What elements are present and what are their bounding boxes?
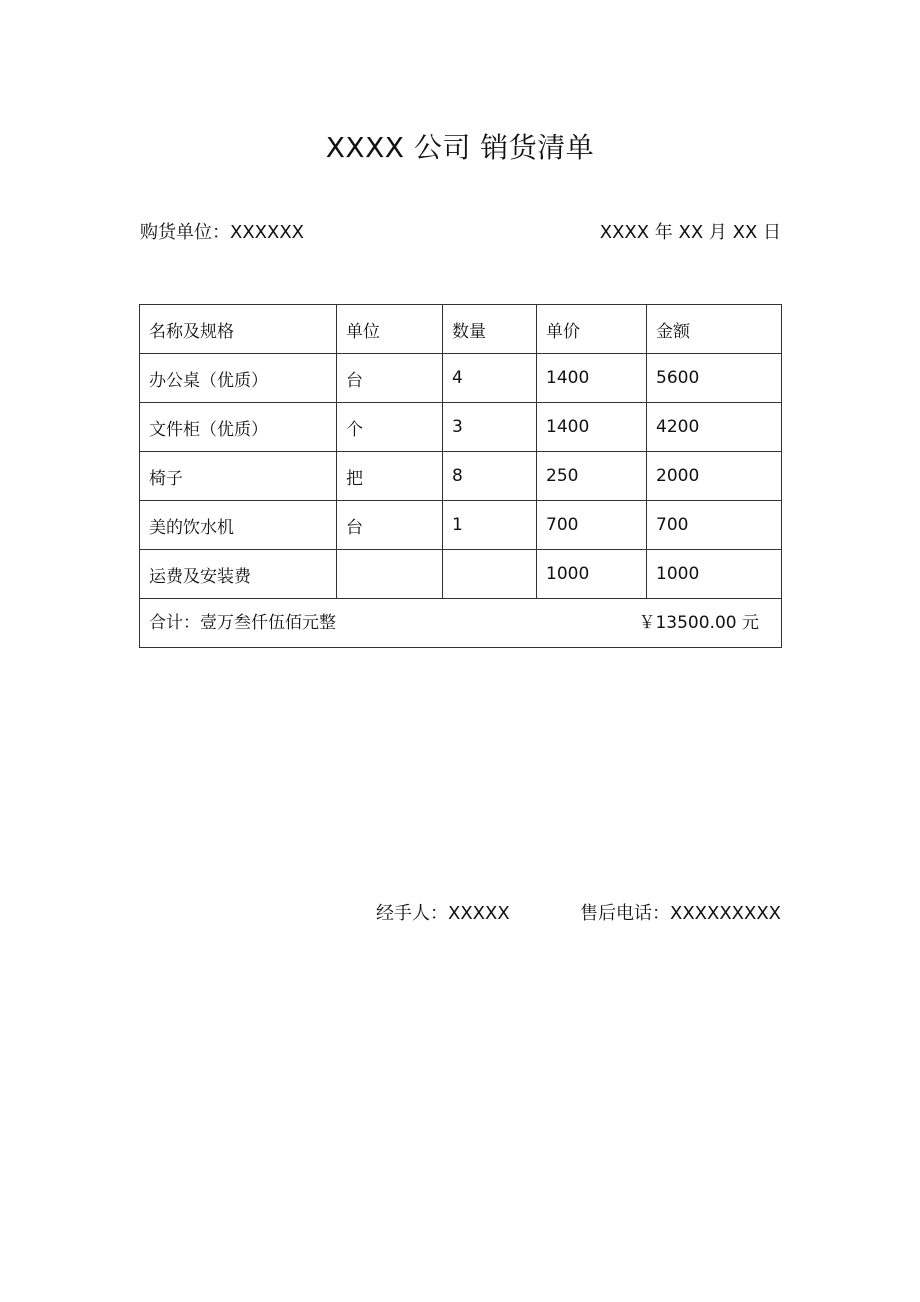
cell-quantity: 3: [443, 403, 537, 452]
cell-unit-price: 250: [537, 452, 647, 501]
cell-amount: 2000: [647, 452, 782, 501]
document-date: XXXX 年 XX 月 XX 日: [599, 222, 781, 243]
cell-name: 椅子: [140, 452, 337, 501]
cell-quantity: 8: [443, 452, 537, 501]
cell-quantity: 4: [443, 354, 537, 403]
table-total-row: [140, 599, 782, 648]
table-row: [140, 550, 782, 599]
document-title: XXXX 公司 销货清单: [325, 131, 595, 164]
sales-table: [139, 304, 782, 648]
cell-unit: 台: [337, 354, 443, 403]
cell-amount: 4200: [647, 403, 782, 452]
header-cell-unit-price: 单价: [537, 305, 647, 354]
cell-amount: 700: [647, 501, 782, 550]
table-row: [140, 354, 782, 403]
handler-label: 经手人：XXXXX: [376, 903, 510, 924]
cell-unit-price: 700: [537, 501, 647, 550]
cell-unit-price: 1000: [537, 550, 647, 599]
cell-name: 办公桌（优质）: [140, 354, 337, 403]
buyer-label: 购货单位：XXXXXX: [140, 222, 304, 243]
header-cell-amount: 金额: [647, 305, 782, 354]
cell-amount: 1000: [647, 550, 782, 599]
total-amount: ￥13500.00 元: [638, 613, 759, 633]
cell-unit: 把: [337, 452, 443, 501]
cell-unit-price: 1400: [537, 354, 647, 403]
table-row: [140, 452, 782, 501]
cell-unit: 台: [337, 501, 443, 550]
header-cell-quantity: 数量: [443, 305, 537, 354]
total-cell: [140, 599, 782, 648]
cell-name: 美的饮水机: [140, 501, 337, 550]
service-phone-label: 售后电话：XXXXXXXXX: [580, 903, 781, 924]
cell-quantity: [443, 550, 537, 599]
cell-quantity: 1: [443, 501, 537, 550]
cell-unit: [337, 550, 443, 599]
header-cell-unit: 单位: [337, 305, 443, 354]
cell-name: 运费及安装费: [140, 550, 337, 599]
cell-name: 文件柜（优质）: [140, 403, 337, 452]
total-line: [149, 599, 781, 647]
total-in-words: 合计：壹万叁仟伍佰元整: [149, 613, 336, 633]
table-header-row: [140, 305, 782, 354]
header-cell-name: 名称及规格: [140, 305, 337, 354]
cell-unit: 个: [337, 403, 443, 452]
cell-amount: 5600: [647, 354, 782, 403]
table-row: [140, 403, 782, 452]
table-row: [140, 501, 782, 550]
cell-unit-price: 1400: [537, 403, 647, 452]
